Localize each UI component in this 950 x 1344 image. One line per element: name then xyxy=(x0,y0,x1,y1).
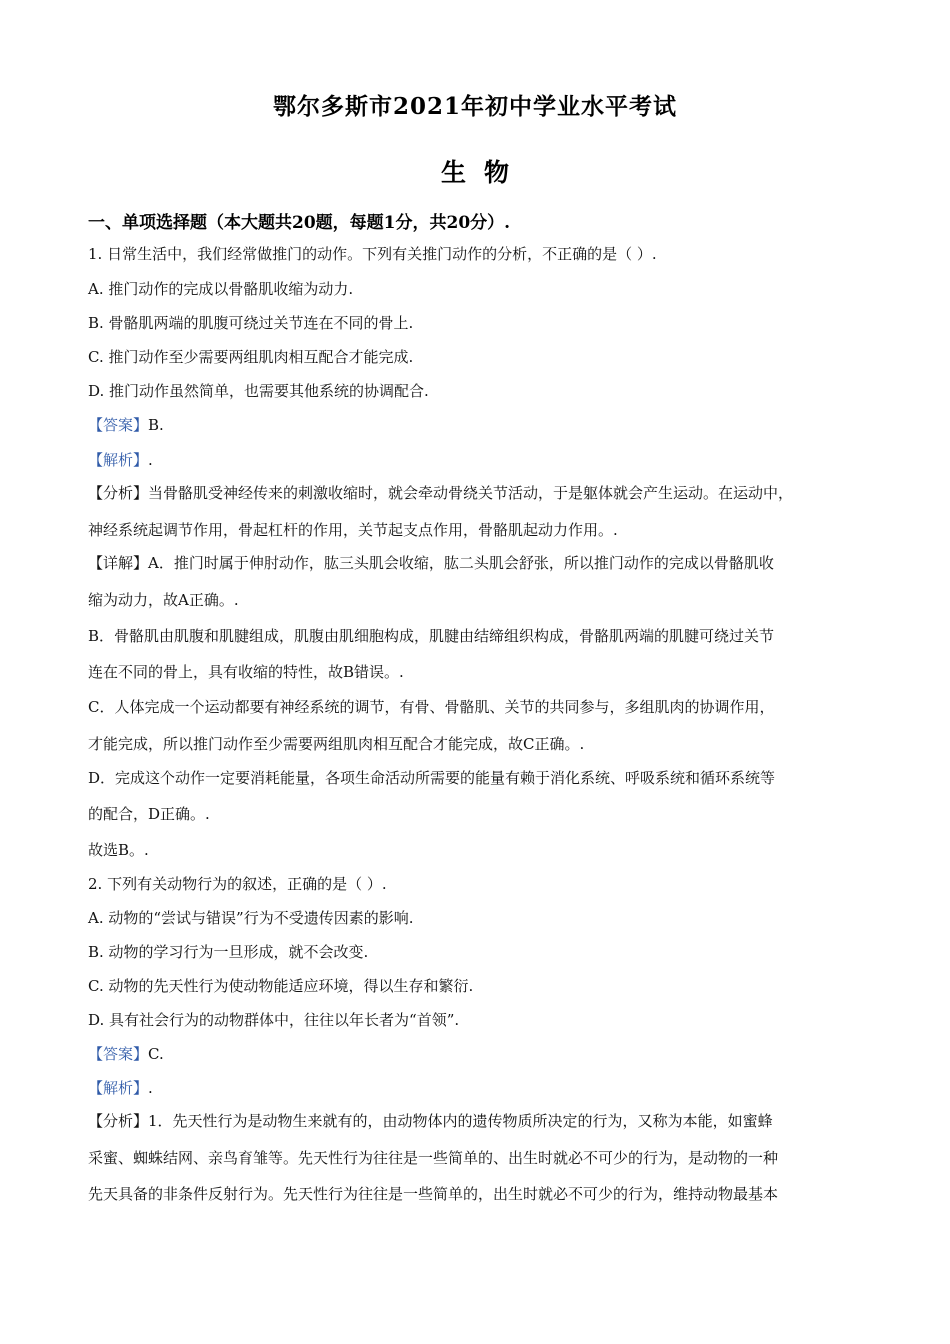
analysis-text: 1．先天性行为是动物生来就有的，由动物体内的遗传物质所决定的行为，又称为本能，如蜜蜂 xyxy=(148,1112,773,1130)
q1-option-d: D. 推门动作虽然简单，也需要其他系统的协调配合. xyxy=(88,382,429,400)
detail-text: A．推门时属于伸肘动作，肱三头肌会收缩，肱二头肌会舒张，所以推门动作的完成以骨骼肌收 xyxy=(148,554,774,572)
q1-analysis-line-1 xyxy=(88,483,793,503)
q1-option-a: A. 推门动作的完成以骨骼肌收缩为动力. xyxy=(88,280,354,298)
explain-tag: 【解析】 xyxy=(88,1079,149,1097)
q1-detail-line-8: 的配合，D正确。. xyxy=(88,805,210,823)
answer-tag: 【答案】 xyxy=(88,1045,149,1063)
q1-detail-line-7: D．完成这个动作一定要消耗能量，各项生命活动所需要的能量有赖于消化系统、呼吸系统和循环系统等 xyxy=(88,769,776,787)
subject-title: 生物 xyxy=(440,158,527,187)
q2-analysis-line-3: 先天具备的非条件反射行为。先天性行为往往是一些简单的，出生时就必不可少的行为，维持动物最基本 xyxy=(88,1185,779,1203)
q1-detail-line-2: 缩为动力，故A正确。. xyxy=(88,591,239,609)
q1-detail-line-3: B．骨骼肌由肌腹和肌腱组成，肌腹由肌细胞构成，肌腱由结缔组织构成，骨骼肌两端的肌腱可绕过关节 xyxy=(88,627,775,645)
explain-value: . xyxy=(148,1079,153,1097)
q1-option-b: B. 骨骼肌两端的肌腹可绕过关节连在不同的骨上. xyxy=(88,314,414,332)
q1-answer xyxy=(88,415,164,435)
analysis-text: 当骨骼肌受神经传来的刺激收缩时，就会牵动骨绕关节活动，于是躯体就会产生运动。在运动中， xyxy=(148,484,794,502)
q2-option-a: A. 动物的“尝试与错误”行为不受遗传因素的影响. xyxy=(88,909,414,927)
q2-answer xyxy=(88,1044,164,1064)
q2-option-c: C. 动物的先天性行为使动物能适应环境，得以生存和繁衍. xyxy=(88,977,474,995)
q1-stem: 1. 日常生活中，我们经常做推门的动作。下列有关推门动作的分析，不正确的是（ ）. xyxy=(88,245,657,263)
q2-explain xyxy=(88,1078,153,1098)
q1-conclusion: 故选B。. xyxy=(88,841,149,859)
q2-analysis-line-1 xyxy=(88,1111,773,1131)
section-heading: 一、单项选择题（本大题共20题，每题1分，共20分）. xyxy=(88,213,511,233)
q1-detail-line-5: C．人体完成一个运动都要有神经系统的调节，有骨、骨骼肌、关节的共同参与，多组肌肉的协调作用， xyxy=(88,698,775,716)
q2-analysis-line-2: 采蜜、蜘蛛结网、亲鸟育雏等。先天性行为往往是一些简单的、出生时就必不可少的行为，是动物的一种 xyxy=(88,1149,779,1167)
q2-option-d: D. 具有社会行为的动物群体中，往往以年长者为“首领”. xyxy=(88,1011,460,1029)
answer-value: C. xyxy=(148,1045,164,1063)
answer-tag: 【答案】 xyxy=(88,416,149,434)
document-title: 鄂尔多斯市2021年初中学业水平考试 xyxy=(272,93,677,120)
analysis-tag: 【分析】 xyxy=(88,1112,149,1130)
detail-tag: 【详解】 xyxy=(88,554,149,572)
q1-option-c: C. 推门动作至少需要两组肌肉相互配合才能完成. xyxy=(88,348,414,366)
q2-stem: 2. 下列有关动物行为的叙述，正确的是（ ）. xyxy=(88,875,387,893)
q1-detail-line-6: 才能完成，所以推门动作至少需要两组肌肉相互配合才能完成，故C正确。. xyxy=(88,735,585,753)
q2-option-b: B. 动物的学习行为一旦形成，就不会改变. xyxy=(88,943,369,961)
q1-detail-line-1 xyxy=(88,553,774,573)
q1-explain xyxy=(88,450,153,470)
explain-value: . xyxy=(148,451,153,469)
q1-analysis-line-2: 神经系统起调节作用，骨起杠杆的作用，关节起支点作用，骨骼肌起动力作用。. xyxy=(88,521,618,539)
answer-value: B. xyxy=(148,416,164,434)
explain-tag: 【解析】 xyxy=(88,451,149,469)
q1-detail-line-4: 连在不同的骨上，具有收缩的特性，故B错误。. xyxy=(88,663,404,681)
analysis-tag: 【分析】 xyxy=(88,484,149,502)
